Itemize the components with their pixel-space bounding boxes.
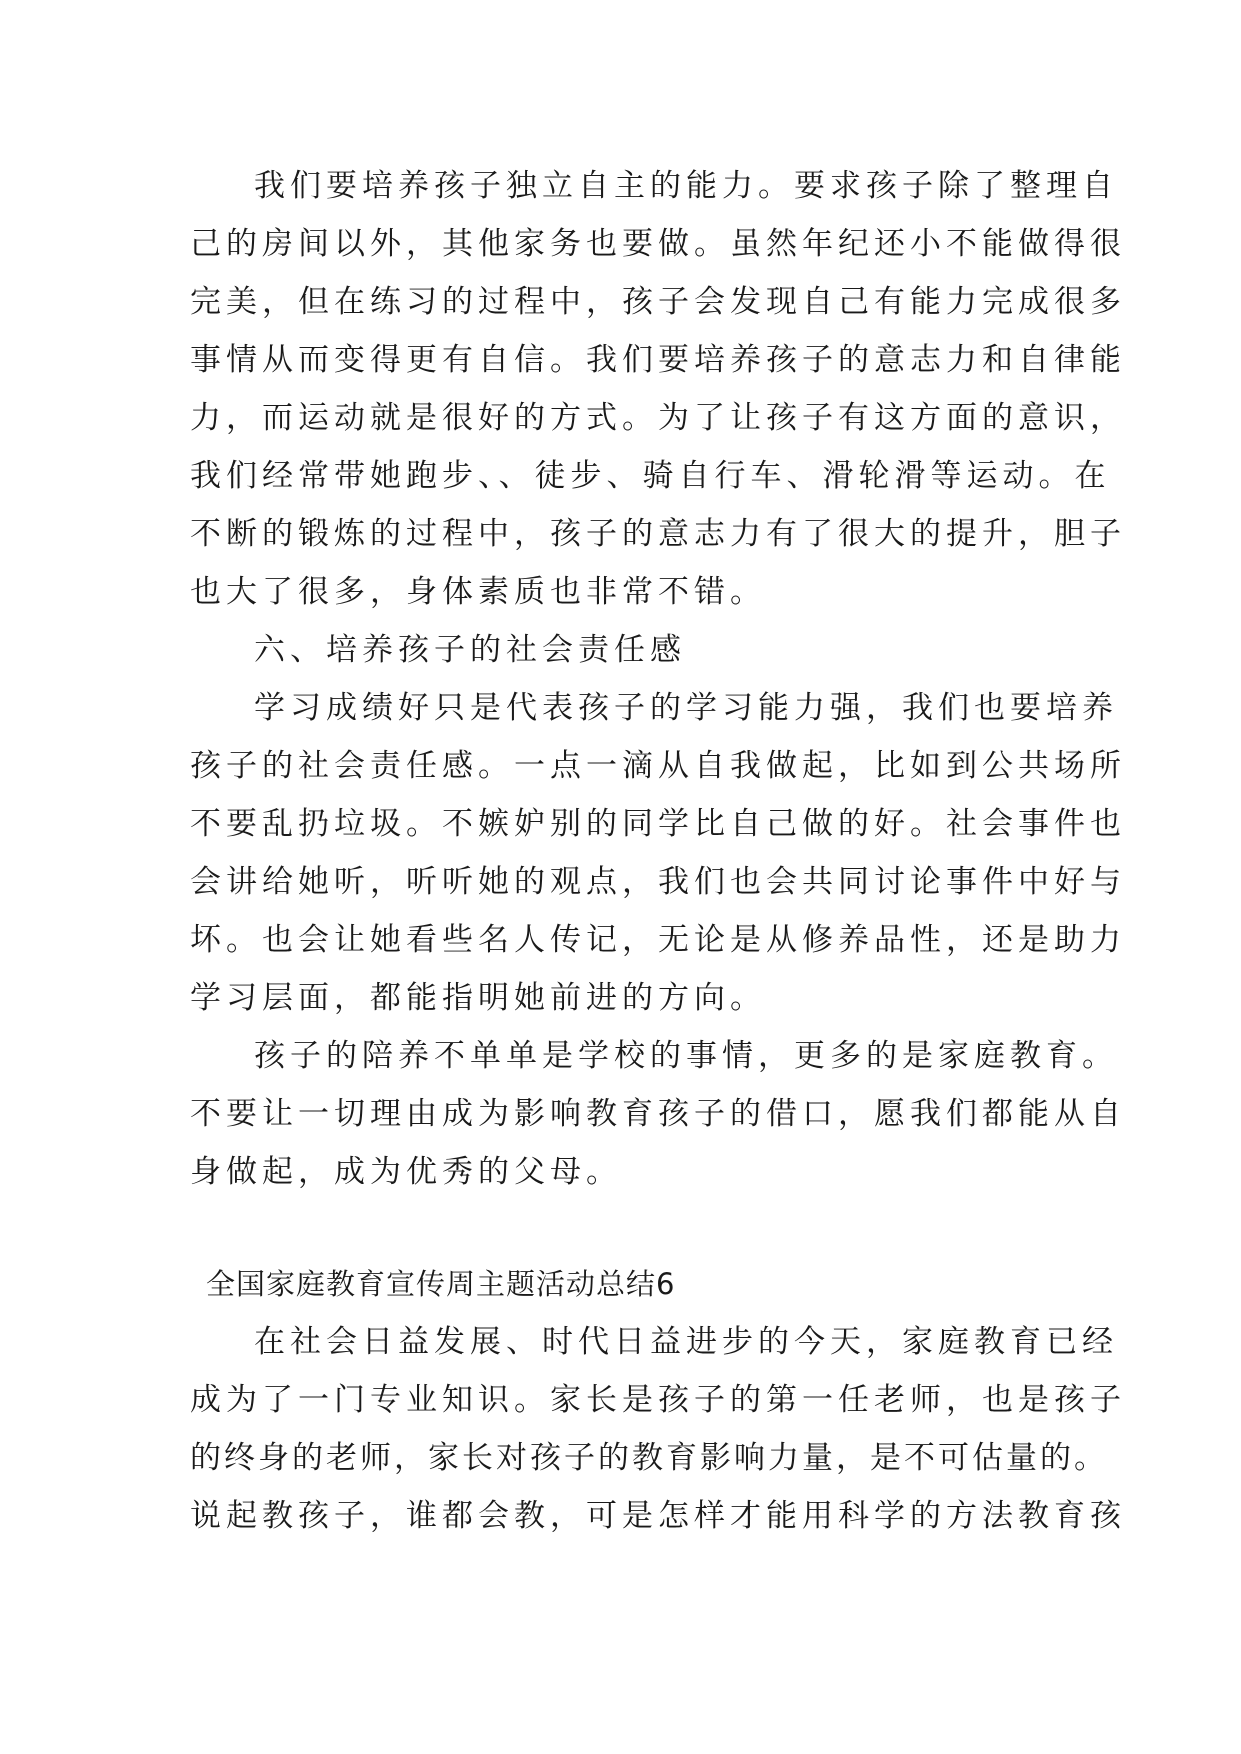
paragraph-line: 学习层面，都能指明她前进的方向。 — [190, 980, 766, 1016]
paragraph-line: 坏。也会让她看些名人传记，无论是从修养品性，还是助力 — [190, 922, 1126, 958]
paragraph-line: 力，而运动就是很好的方式。为了让孩子有这方面的意识， — [190, 400, 1126, 436]
paragraph-line: 在社会日益发展、时代日益进步的今天，家庭教育已经 — [254, 1324, 1118, 1360]
paragraph-line: 孩子的陪养不单单是学校的事情，更多的是家庭教育。 — [254, 1038, 1118, 1074]
paragraph-line: 我们经常带她跑步、、徒步、骑自行车、滑轮滑等运动。在 — [190, 458, 1111, 494]
paragraph-line: 学习成绩好只是代表孩子的学习能力强，我们也要培养 — [254, 690, 1118, 726]
paragraph-line: 的终身的老师，家长对孩子的教育影响力量，是不可估量的。 — [190, 1440, 1108, 1476]
paragraph-line: 会讲给她听，听听她的观点，我们也会共同讨论事件中好与 — [190, 864, 1126, 900]
paragraph-line: 我们要培养孩子独立自主的能力。要求孩子除了整理自 — [254, 168, 1118, 204]
paragraph-line: 事情从而变得更有自信。我们要培养孩子的意志力和自律能 — [190, 342, 1126, 378]
paragraph-line: 身做起，成为优秀的父母。 — [190, 1154, 622, 1190]
paragraph-line: 说起教孩子，谁都会教，可是怎样才能用科学的方法教育孩 — [190, 1498, 1126, 1534]
paragraph-line: 己的房间以外，其他家务也要做。虽然年纪还小不能做得很 — [190, 226, 1126, 262]
paragraph-line: 也大了很多，身体素质也非常不错。 — [190, 574, 766, 610]
paragraph-line: 不要乱扔垃圾。不嫉妒别的同学比自己做的好。社会事件也 — [190, 806, 1126, 842]
paragraph-line: 孩子的社会责任感。一点一滴从自我做起，比如到公共场所 — [190, 748, 1126, 784]
paragraph-line: 成为了一门专业知识。家长是孩子的第一任老师，也是孩子 — [190, 1382, 1126, 1418]
section-heading: 六、培养孩子的社会责任感 — [254, 632, 686, 668]
paragraph-line: 完美，但在练习的过程中，孩子会发现自己有能力完成很多 — [190, 284, 1126, 320]
article-title: 全国家庭教育宣传周主题活动总结6 — [206, 1267, 676, 1301]
paragraph-line: 不要让一切理由成为影响教育孩子的借口，愿我们都能从自 — [190, 1096, 1126, 1132]
paragraph-line: 不断的锻炼的过程中，孩子的意志力有了很大的提升，胆子 — [190, 516, 1126, 552]
